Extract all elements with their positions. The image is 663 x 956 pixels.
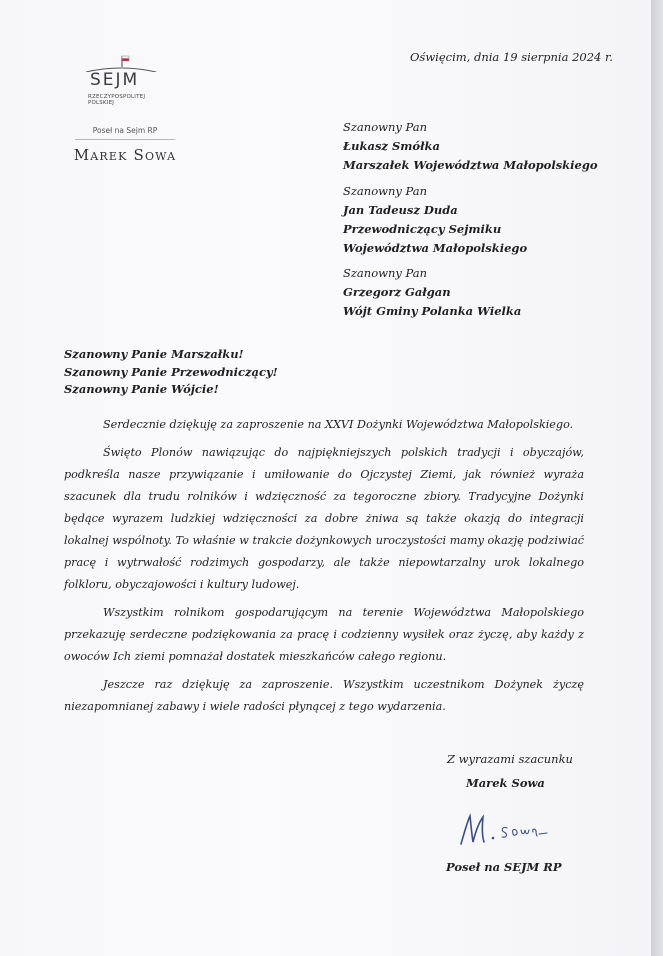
greeting-line: Szanowny Panie Przewodniczący! [64, 364, 278, 379]
handwritten-signature [455, 808, 575, 854]
signer-position: Poseł na SEJM RP [446, 860, 562, 874]
addressee-line: Łukasz Smółka [343, 139, 440, 153]
body-paragraph: Wszystkim rolnikom gospodarującym na terenie Województwa Małopolskiego przekazuję serdeczne podziękowania za pracę i codzienny wysiłek oraz życzę, aby każdy z owoców Ich ziemi pomnażał dostatek mieszkańców całego regionu. [64, 606, 584, 663]
page-edge-shadow [651, 0, 663, 956]
body-paragraph: Jeszcze raz dziękuję za zaproszenie. Wszystkim uczestnikom Dożynek życzę niezapomnianej zabawy i wiele radości płynącej z tego wydarzenia. [64, 678, 584, 713]
sender-title: Poseł na Sejm RP [92, 126, 158, 135]
addressee-line: Jan Tadeusz Duda [343, 203, 458, 217]
addressee-block [343, 264, 521, 321]
addressee-line: Województwa Małopolskiego [343, 241, 528, 255]
addressee-salutation: Szanowny Pan [343, 120, 428, 134]
addressee-line: Grzegorz Gałgan [343, 285, 451, 299]
sender-block [60, 126, 190, 164]
signer-name: Marek Sowa [466, 776, 545, 790]
addressee-salutation: Szanowny Pan [343, 184, 428, 198]
body-paragraph: Serdecznie dziękuję za zaproszenie na XXVI Dożynki Województwa Małopolskiego. [103, 418, 574, 431]
addressee-block [343, 182, 527, 258]
greetings [64, 346, 278, 399]
letter-body [64, 414, 584, 724]
sejm-logo [78, 50, 168, 110]
addressee-line: Wójt Gminy Polanka Wielka [343, 304, 522, 318]
addressee-line: Przewodniczący Sejmiku [343, 222, 502, 236]
addressee-line: Marszałek Województwa Małopolskiego [343, 158, 598, 172]
letter-date: Oświęcim, dnia 19 sierpnia 2024 r. [410, 50, 613, 64]
logo-subtitle: RZECZYPOSPOLITEJ POLSKIEJ [88, 94, 146, 106]
sender-name: Marek Sowa [73, 146, 177, 164]
logo-word: SEJM [90, 70, 140, 90]
sender-divider [75, 139, 175, 140]
addressee-salutation: Szanowny Pan [343, 266, 428, 280]
addressee-block [343, 118, 598, 175]
body-paragraph: Święto Plonów nawiązując do najpiękniejszych polskich tradycji i obyczajów, podkreśla nasze przywiązanie i umiłowanie do Ojczystej Ziemi, jak również wyraża szacunek dla trudu rolników i wdzięczność za tegoroczne zbiory. Tradycyjne Dożynki będące wyrazem ludzkiej wdzięczności za dobre żniwa są także okazją do integracji lokalnej wspólnoty. To właśnie w trakcie dożynkowych uroczystości mamy okazję podziwiać pracę i wytrwałość rodzimych gospodarzy, ale także niepowtarzalny urok lokalnego folkloru, obyczajowości i kultury ludowej. [64, 446, 584, 591]
greeting-line: Szanowny Panie Marszałku! [64, 347, 244, 361]
greeting-line: Szanowny Panie Wójcie! [64, 382, 219, 396]
closing-phrase: Z wyrazami szacunku [447, 752, 573, 766]
